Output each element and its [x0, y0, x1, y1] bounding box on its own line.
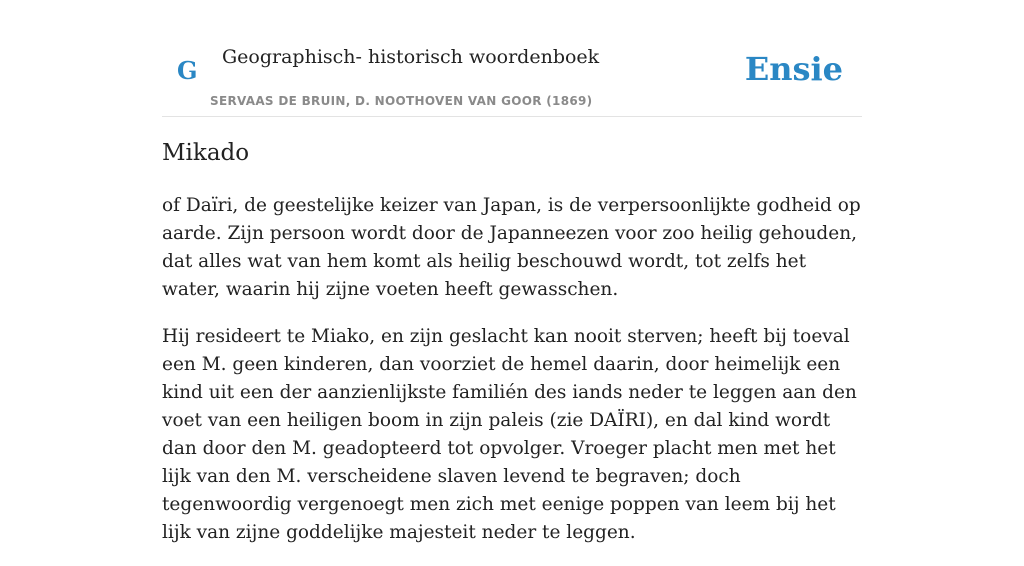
entry-title: Mikado: [162, 140, 250, 166]
brand-logo[interactable]: Ensie: [744, 50, 843, 88]
book-author: SERVAAS DE BRUIN, D. NOOTHOVEN VAN GOOR (1869): [210, 94, 593, 108]
book-logo-icon[interactable]: G: [177, 56, 198, 85]
book-title[interactable]: Geographisch- historisch woordenboek: [222, 46, 600, 68]
page: [162, 0, 862, 543]
entry-paragraph-2: Hij resideert te Miako, en zijn geslacht kan nooit sterven; heeft bij toeval een M. geen kinderen, dan voorziet de hemel daarin, door heimelijk een kind uit een der aanzienlijkste familién des iands neder te leggen aan den voet van een heiligen boom in zijn paleis (zie DAÏRI), en dal kind wordt dan door den M. geadopteerd tot opvolger. Vroeger placht men met het lijk van den M. verscheidene slaven levend te begraven; doch tegenwoordig vergenoegt men zich met eenige poppen van leem bij het lijk van zijne goddelijke majesteit neder te leggen.: [162, 326, 857, 543]
entry-body: [162, 192, 867, 566]
header: [162, 0, 862, 117]
entry-paragraph-1: of Daïri, de geestelijke keizer van Japan, is de verpersoonlijkte godheid op aarde. Zijn persoon wordt door de Japanneezen voor zoo heilig gehouden, dat alles wat van hem komt als heilig beschouwd wordt, tot zelfs het water, waarin hij zijne voeten heeft gewasschen.: [162, 195, 861, 300]
